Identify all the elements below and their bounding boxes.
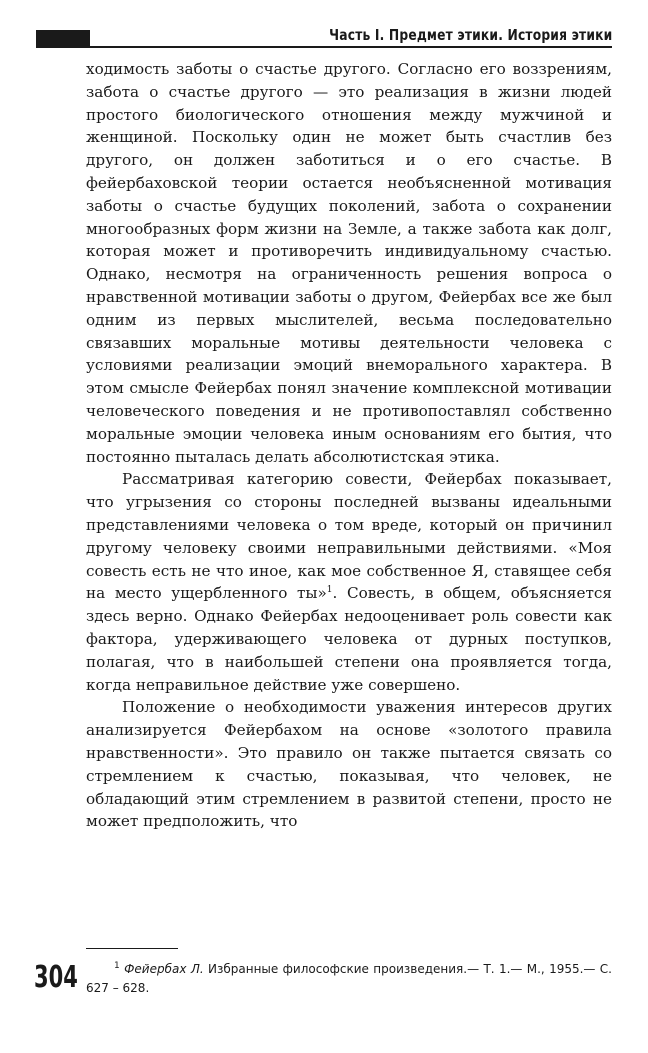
main-text	[86, 58, 612, 833]
running-title: Часть I. Предмет этики. История этики	[328, 26, 612, 44]
footnote	[86, 960, 612, 998]
footnote-mark: 1	[114, 961, 120, 971]
paragraph-2-text-a: Рассматривая категорию совести, Фейербах показывает, что угрызения со стороны последней вызваны идеальными представлениями человека о том вреде, который он причинил другому человеку своими неправильными действиями. «Моя совесть есть не что иное, как мое собственное Я, ставящее себя на место ущербленного ты»	[86, 470, 612, 603]
header-rule	[36, 46, 612, 48]
paragraph-2-text-b: . Совесть, в общем, объясняется здесь верно. Однако Фейербах недооценивает роль совести как фактора, удерживающего человека от дурных поступков, полагая, что в наибольшей степени она проявляется тогда, когда неправильное действие уже совершено.	[86, 584, 612, 694]
footnote-author: Фейербах Л.	[124, 962, 204, 976]
paragraph-2	[86, 468, 612, 696]
paragraph-3: Положение о необходимости уважения интересов других анализируется Фейербахом на основе «золотого правила нравственности». Это правило он также пытается связать со стремлением к счастью, показывая, что человек, не обладающий этим стремлением в развитой степени, просто не может предположить, что	[86, 698, 612, 831]
header-decoration-bar	[36, 30, 90, 47]
footnote-text: Избранные философские произведения.— Т. 1.— М., 1955.— С. 627 – 628.	[86, 962, 612, 995]
footnote-reference: 1	[326, 585, 333, 596]
footnote-rule	[86, 948, 178, 949]
paragraph-1: ходимость заботы о счастье другого. Согласно его воззрениям, забота о счастье другого — это реализация в жизни людей простого биологического отношения между мужчиной и женщиной. Поскольку один не может быть счастлив без другого, он должен заботиться и о его счастье. В фейербаховской теории остается необъясненной мотивация заботы о счастье будущих поколений, забота о сохранении многообразных форм жизни на Земле, а также забота как долг, которая может и противоречить индивидуальному счастью. Однако, несмотря на ограниченность решения вопроса о нравственной мотивации заботы о другом, Фейербах все же был одним из первых мыслителей, весьма последовательно связавших моральные мотивы деятельности человека с условиями реализации эмоций внеморального характера. В этом смысле Фейербах понял значение комплексной мотивации человеческого поведения и не противопоставлял собственно моральные эмоции человека иным основаниям его бытия, что постоянно пыталась делать абсолютистская этика.	[86, 60, 612, 466]
page-number: 304	[34, 960, 78, 995]
